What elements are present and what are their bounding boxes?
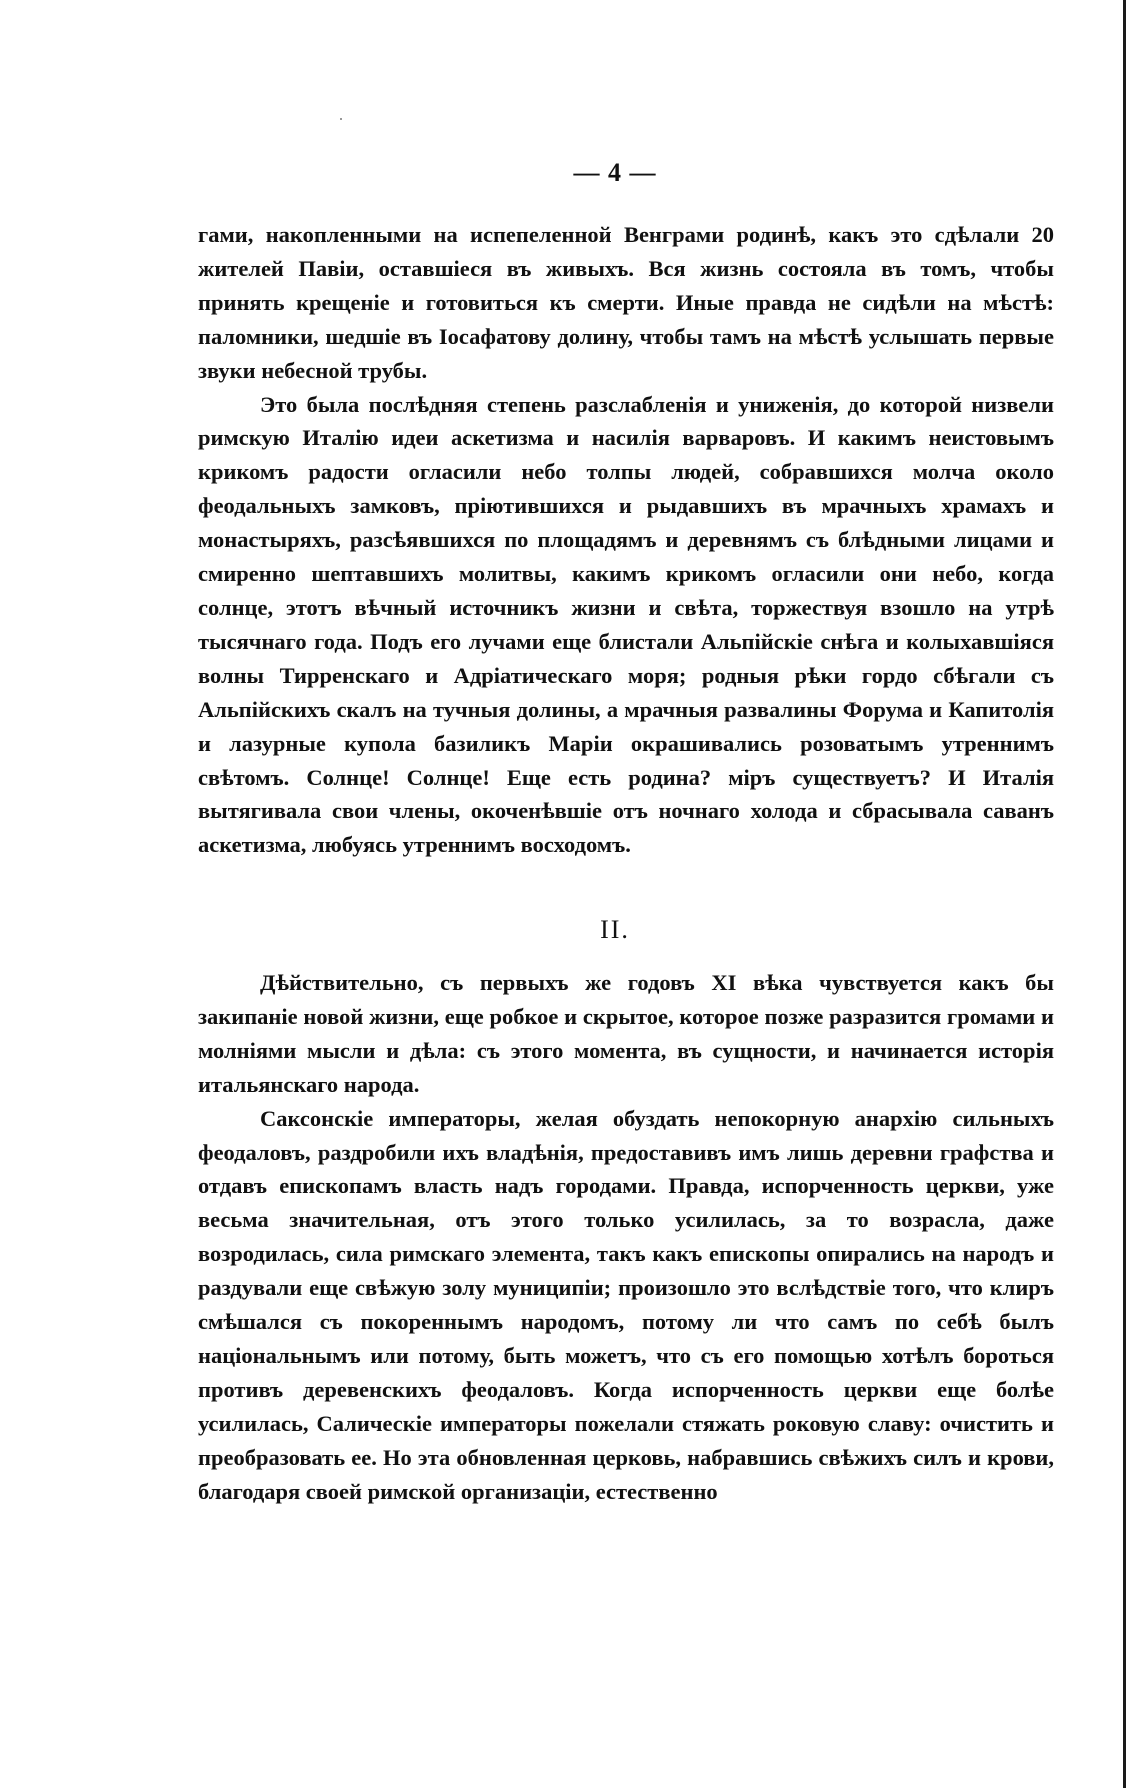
section-heading: II. <box>600 915 630 944</box>
page-number: — 4 — <box>573 158 657 187</box>
paragraph: Это была послѣдняя степень разслабленія и униженія, до которой низвели римскую Италію идеи аскетизма и насилія варваровъ. И какимъ неистовымъ крикомъ радости огласили небо толпы людей, собравшихся молча около феодальныхъ замковъ, пріютившихся и рыдавшихъ въ мрачныхъ храмахъ и монастыряхъ, разсѣявшихся по площадямъ и деревнямъ съ блѣдными лицами и смиренно шептавшихъ молитвы, какимъ крикомъ огласили они небо, когда солнце, этотъ вѣчный источникъ жизни и свѣта, торжествуя взошло на утрѣ тысячнаго года. Подъ его лучами еще блистали Альпійскіе снѣга и колыхавшіяся волны Тирренскаго и Адріатическаго моря; родныя рѣки гордо сбѣгали съ Альпійскихъ скалъ на тучныя долины, а мрачныя развалины Форума и Капитолія и лазурные купола базиликъ Маріи окрашивались розоватымъ утреннимъ свѣтомъ. Солнце! Солнце! Еще есть родина? міръ существуетъ? И Италія вытягивала свои члены, окоченѣвшіе отъ ночнаго холода и сбрасывала саванъ аскетизма, любуясь утреннимъ восходомъ. <box>198 391 1054 858</box>
paragraph: Дѣйствительно, съ первыхъ же годовъ XI вѣка чувствуется какъ бы закипаніе новой жизни, еще робкое и скрытое, которое позже разразится громами и молніями мысли и дѣла: съ этого момента, въ сущности, и начинается исторія итальянскаго народа. <box>198 970 1054 1097</box>
paragraph-continuation: гами, накопленными на испепеленной Венграми родинѣ, какъ это сдѣлали 20 жителей Павіи, оставшіеся въ живыхъ. Вся жизнь состояла въ томъ, чтобы принять крещеніе и готовиться къ смерти. Иные правда не сидѣли на мѣстѣ: паломники, шедшіе въ Іосафатову долину, чтобы тамъ на мѣстѣ услышать первые звуки небесной трубы. <box>198 222 1054 383</box>
print-speck <box>340 118 342 120</box>
paragraph: Саксонскіе императоры, желая обуздать непокорную анархію сильныхъ феодаловъ, раздробили ихъ владѣнія, предоставивъ имъ лишь деревни графства и отдавъ епископамъ власть надъ городами. Правда, испорченность церкви, уже весьма значительная, отъ этого только усилилась, за то возрасла, даже возродилась, сила римскаго элемента, такъ какъ епископы опирались на народъ и раздували еще свѣжую золу муниципіи; произошло это вслѣдствіе того, что клиръ смѣшался съ покореннымъ народомъ, потому ли что самъ по себѣ былъ національнымъ или потому, быть можетъ, что съ его помощью хотѣлъ бороться противъ деревенскихъ феодаловъ. Когда испорченность церкви еще болѣе усилилась, Салическіе императоры пожелали стяжать роковую славу: очистить и преобразовать ее. Но эта обновленная церковь, набравшись свѣжихъ силъ и крови, благодаря своей римской организаціи, естественно <box>198 1105 1054 1504</box>
section-1-text <box>198 218 1054 862</box>
page-edge-shadow <box>1123 0 1126 1788</box>
section-2-text <box>198 966 1054 1509</box>
